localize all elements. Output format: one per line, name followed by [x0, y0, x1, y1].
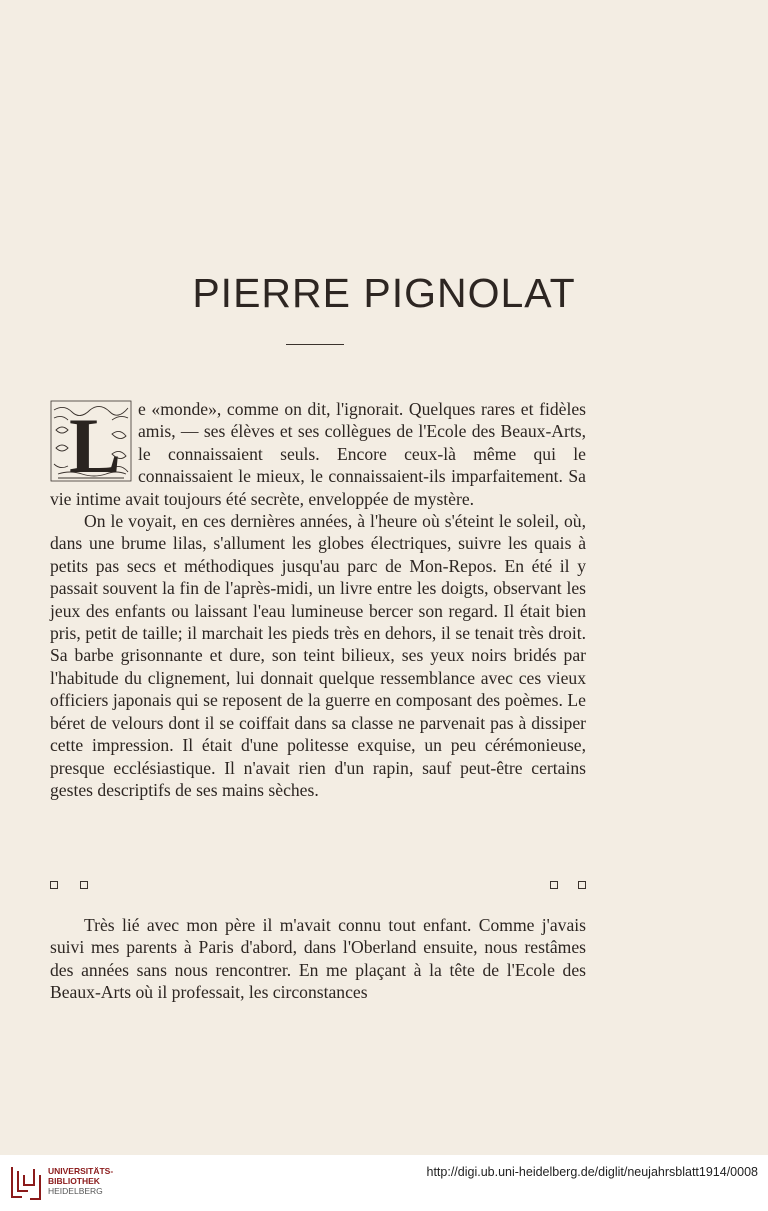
paragraph-2: On le voyait, en ces dernières années, à l'heure où s'éteint le soleil, où, dans une brume lilas, s'allument les globes électriques, suivre les quais à petits pas secs et méthodiques jusqu'au parc de Mon-Repos. En été il y passait souvent la fin de l'après-midi, un livre entre les doigts, observant les jeux des enfants ou laissant l'eau lumineuse bercer son regard. Il était bien pris, petit de taille; il marchait les pieds très en dehors, il se tenait très droit. Sa barbe grisonnante et dure, son teint bilieux, ses yeux noirs bridés par l'habitude du clignement, lui donnait quelque ressemblance avec ces vieux officiers japonais qui se reposent de la guerre en composant des poèmes. Le béret de velours dont il se coiffait dans sa classe ne parvenait pas à dissiper cette impression. Il était d'une politesse exquise, un peu cérémonieuse, presque ecclésiastique. Il n'avait rien d'un rapin, sauf peut-être certains gestes descriptifs de ses mains sèches. [50, 511, 586, 800]
paragraph-3: Très lié avec mon père il m'avait connu tout enfant. Comme j'avais suivi mes parents à Paris d'abord, dans l'Oberland ensuite, nous restâmes des années sans nous rencontrer. En me plaçant à la tête de l'Ecole des Beaux-Arts où il professait, les circonstances [50, 915, 586, 1003]
para1-line-3: des Beaux-Arts, le connaissaient seuls. Encore ceux-là [138, 421, 587, 464]
library-name-line-2: BIBLIOTHEK [48, 1176, 100, 1186]
para1-line-5: imparfaitement. Sa vie intime avait toujours été secrète, enveloppée [50, 466, 586, 509]
section-separator [50, 878, 586, 894]
separator-square [50, 881, 58, 889]
para1-line-4: même qui le connaissaient le mieux, le connaissaient-ils [138, 443, 586, 487]
library-name[interactable] [48, 1166, 113, 1196]
library-name-line-3: HEIDELBERG [48, 1186, 103, 1196]
separator-square [578, 881, 586, 889]
body-text-continued [50, 914, 586, 1004]
dropcap-ornament [50, 400, 132, 482]
source-url-link[interactable]: http://digi.ub.uni-heidelberg.de/diglit/neujahrsblatt1914/0008 [426, 1165, 758, 1179]
title-rule [286, 344, 344, 345]
digitization-footer [0, 1155, 768, 1211]
para1-line-2: fidèles amis, — ses élèves et ses collègues de l'Ecole [138, 399, 586, 442]
separator-square [550, 881, 558, 889]
separator-square [80, 881, 88, 889]
para1-line-6: de mystère. [392, 488, 475, 509]
library-name-line-1: UNIVERSITÄTS- [48, 1166, 114, 1176]
body-text [50, 398, 586, 801]
svg-text:L: L [69, 402, 122, 482]
para1-line-1: e «monde», comme on dit, l'ignorait. Quelques rares et [138, 399, 534, 419]
page-title: PIERRE PIGNOLAT [192, 270, 576, 316]
library-logo-icon[interactable] [8, 1163, 44, 1203]
